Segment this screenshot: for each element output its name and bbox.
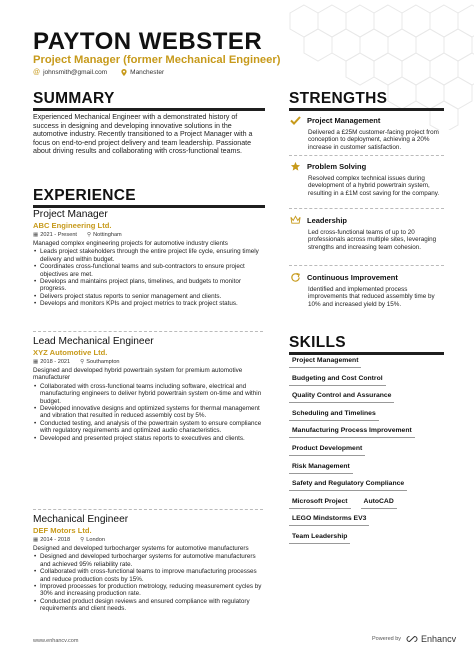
brand-logo <box>406 634 456 644</box>
job-bullet: • Improved processes for production metrology, reducing measurement cycles by 30% and increasing production rate. <box>33 583 265 598</box>
contact-info <box>33 69 164 76</box>
job-role: Mechanical Engineer <box>33 514 129 525</box>
job-divider <box>33 509 263 510</box>
refresh-icon <box>289 271 301 283</box>
skill-tag: LEGO Mindstorms EV3 <box>289 515 369 526</box>
job-meta <box>33 537 265 543</box>
job-description: Designed and developed hybrid powertrain system for premium automotive manufacturer <box>33 367 243 382</box>
checkmark-icon <box>289 114 301 126</box>
strength-divider <box>289 155 444 156</box>
job-bullet: • Coordinates cross-functional teams and sub-contractors to ensure project objectives are met. <box>33 263 265 278</box>
job-bullet: • Collaborated with cross-functional teams to improve manufacturing processes and reduce production costs by 15%. <box>33 568 265 583</box>
location-pin-icon: ⚲ <box>80 359 85 365</box>
job-bullet: • Develops and maintains project plans, timelines, and budgets to monitor progress. <box>33 278 265 293</box>
strength-divider <box>289 265 444 266</box>
job-description: Managed complex engineering projects for automotive industry clients <box>33 240 228 247</box>
footer-branding[interactable] <box>372 634 456 644</box>
candidate-name: PAYTON WEBSTER <box>33 28 263 55</box>
strength-item <box>289 214 444 251</box>
calendar-icon: ▦ <box>33 359 39 365</box>
calendar-icon: ▦ <box>33 232 39 238</box>
job-bullet: • Conducted product design reviews and ensured compliance with regulatory requirements and client needs. <box>33 598 265 613</box>
job-bullets <box>33 383 265 442</box>
job-location: ⚲ Southampton <box>80 359 120 365</box>
experience-rule <box>33 205 265 208</box>
skill-tag: Safety and Regulatory Compliance <box>289 480 407 491</box>
strength-item <box>289 160 444 197</box>
location-pin-icon: ⚲ <box>80 537 85 543</box>
footer-website[interactable]: www.enhancv.com <box>33 638 79 644</box>
strength-text: Resolved complex technical issues during development of a hybrid powertrain system, resulting in a £1M cost saving for the company. <box>308 175 440 197</box>
job-dates: ▦ 2018 - 2021 <box>33 359 71 365</box>
job-location: ⚲ London <box>80 537 105 543</box>
job-bullet: • Developed and presented project status reports to executives and clients. <box>33 435 265 442</box>
summary-rule <box>33 108 265 111</box>
job-description: Designed and developed turbocharger systems for automotive manufacturers <box>33 545 249 552</box>
skills-list <box>289 357 449 551</box>
strength-text: Delivered a £25M customer-facing project from conception to deployment, achieving a 20% increase in customer satisfaction. <box>308 129 439 151</box>
skill-tag: Manufacturing Process Improvement <box>289 427 415 438</box>
email-item[interactable] <box>33 69 107 76</box>
candidate-headline: Project Manager (former Mechanical Engineer) <box>33 54 281 66</box>
skill-tag: AutoCAD <box>361 498 397 509</box>
strengths-heading: STRENGTHS <box>289 90 388 107</box>
job-company[interactable]: DEF Motors Ltd. <box>33 526 92 535</box>
strength-title: Continuous Improvement <box>307 272 398 282</box>
job-bullet: • Develops and monitors KPIs and project metrics to track project status. <box>33 300 265 307</box>
enhancv-logo-icon <box>406 635 418 643</box>
crown-icon <box>289 214 301 226</box>
strength-item <box>289 114 444 151</box>
experience-heading: EXPERIENCE <box>33 187 136 204</box>
strength-title: Project Management <box>307 115 381 125</box>
brand-name: Enhancv <box>421 634 457 644</box>
job-bullet: • Delivers project status reports to senior management and clients. <box>33 293 265 300</box>
job-bullet: • Collaborated with cross-functional teams including software, electrical and manufacturing engineers to deliver hybrid powertrain system on-time and within budget. <box>33 383 265 405</box>
job-divider <box>33 331 263 332</box>
job-bullet: • Conducted testing, and analysis of the powertrain system to ensure compliance with regulatory requirements and optimized audio characteristics. <box>33 420 265 435</box>
star-icon <box>289 160 301 172</box>
job-role: Project Manager <box>33 209 108 220</box>
location-text: Manchester <box>130 69 165 76</box>
summary-text: Experienced Mechanical Engineer with a demonstrated history of success in designing and developing innovative solutions in the automotive industry. Recently transitioned to a Project Manager with a focus on end-to-end project delivery and team leadership. Passionate about driving results and collaborating with cross-functional teams. <box>33 113 253 156</box>
skill-tag: Risk Management <box>289 463 353 474</box>
strength-text: Led cross-functional teams of up to 20 professionals across multiple sites, leveraging strengths and increasing team cohesion. <box>308 229 437 251</box>
job-location: ⚲ Nottingham <box>87 232 122 238</box>
strength-divider <box>289 208 444 209</box>
strength-title: Leadership <box>307 215 348 225</box>
job-entry <box>33 514 265 613</box>
strength-item <box>289 271 444 308</box>
location-pin-icon: ⚲ <box>87 232 92 238</box>
summary-heading: SUMMARY <box>33 90 115 107</box>
job-bullet: • Developed innovative designs and optimized systems for thermal management and vibration that resulted in reduced assembly cost by 5%. <box>33 405 265 420</box>
job-entry <box>33 336 265 442</box>
calendar-icon: ▦ <box>33 537 39 543</box>
strength-title: Problem Solving <box>307 161 367 171</box>
job-bullets <box>33 248 265 307</box>
job-bullet: • Designed and developed turbocharger systems for automotive manufacturers and achieved 95% reliability rate. <box>33 553 265 568</box>
strengths-rule <box>289 108 444 111</box>
skill-tag: Project Management <box>289 357 361 368</box>
job-dates: ▦ 2021 - Present <box>33 232 77 238</box>
powered-by-label: Powered by <box>372 636 402 642</box>
job-bullet: • Leads project stakeholders through the entire project life cycle, ensuring timely delivery and within budget. <box>33 248 265 263</box>
job-company[interactable]: XYZ Automotive Ltd. <box>33 348 108 357</box>
job-entry <box>33 209 265 308</box>
skill-tag: Microsoft Project <box>289 498 351 509</box>
skill-tag: Budgeting and Cost Control <box>289 375 386 386</box>
skills-rule <box>289 352 444 355</box>
at-sign-icon: @ <box>33 69 41 76</box>
strength-text: Identified and implemented process improvements that reduced assembly time by 10% and increased yield by 15%. <box>308 286 435 308</box>
skill-tag: Quality Control and Assurance <box>289 392 394 403</box>
job-meta <box>33 232 265 238</box>
email-text: johnsmith@gmail.com <box>43 69 108 76</box>
job-role: Lead Mechanical Engineer <box>33 336 154 347</box>
job-company[interactable]: ABC Engineering Ltd. <box>33 221 112 230</box>
job-meta <box>33 359 265 365</box>
skill-tag: Product Development <box>289 445 365 456</box>
job-dates: ▦ 2014 - 2018 <box>33 537 71 543</box>
skill-tag: Scheduling and Timelines <box>289 410 379 421</box>
job-bullets <box>33 553 265 612</box>
location-item <box>121 69 164 76</box>
skill-tag: Team Leadership <box>289 533 350 544</box>
skills-heading: SKILLS <box>289 334 346 351</box>
location-pin-icon <box>121 69 127 76</box>
